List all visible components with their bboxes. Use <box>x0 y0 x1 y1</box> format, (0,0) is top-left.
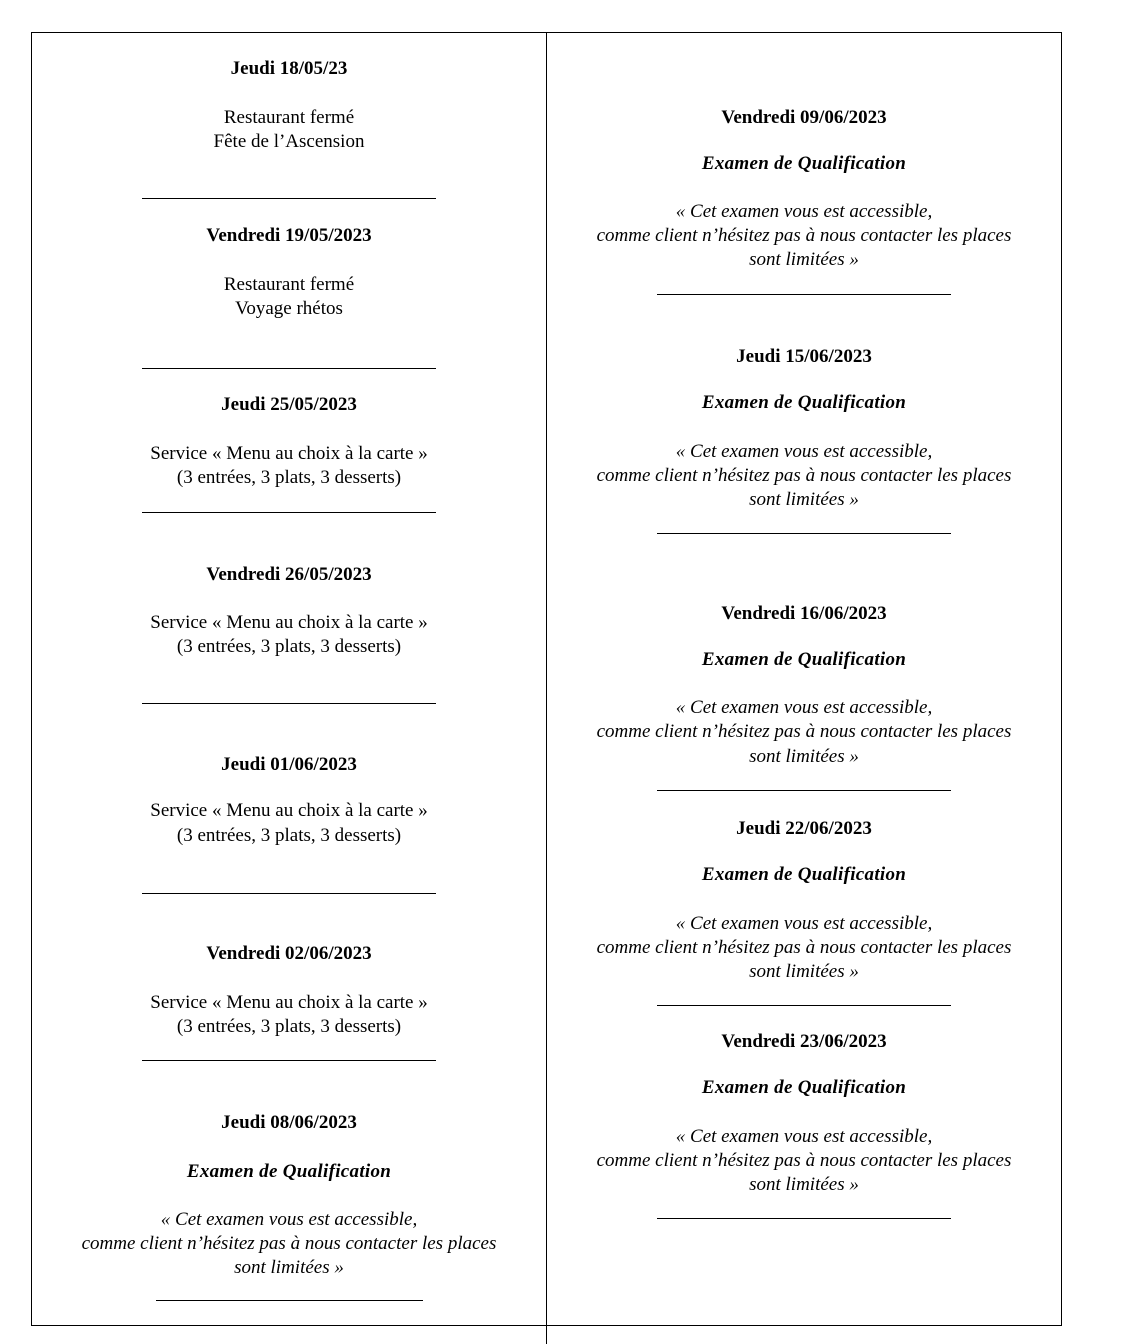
separator-line <box>142 703 436 704</box>
separator-line <box>142 893 436 894</box>
entry-line: (3 entrées, 3 plats, 3 desserts) <box>176 636 402 657</box>
entry-note: sont limitées » <box>234 1257 344 1278</box>
entry-note: « Cet examen vous est accessible, <box>675 697 933 718</box>
separator-line <box>657 1005 951 1006</box>
entry-date: Vendredi 23/06/2023 <box>721 1031 887 1052</box>
entry-note: « Cet examen vous est accessible, <box>675 913 933 934</box>
separator-line <box>657 294 951 295</box>
separator-line <box>657 533 951 534</box>
entry-date: Vendredi 26/05/2023 <box>206 564 372 585</box>
entry-line: Service « Menu au choix à la carte » <box>150 992 428 1013</box>
entry-note: sont limitées » <box>749 489 859 510</box>
entry-date: Jeudi 25/05/2023 <box>221 394 357 415</box>
entry-note: « Cet examen vous est accessible, <box>675 441 933 462</box>
entry-date: Jeudi 15/06/2023 <box>736 346 872 367</box>
entry-note: « Cet examen vous est accessible, <box>675 1126 933 1147</box>
entry-line: (3 entrées, 3 plats, 3 desserts) <box>176 467 402 488</box>
entry-date: Vendredi 19/05/2023 <box>206 225 372 246</box>
entry-note: comme client n’hésitez pas à nous contacter les places <box>596 721 1012 742</box>
entry-line: Fête de l’Ascension <box>213 131 365 152</box>
entry-date: Jeudi 18/05/23 <box>230 58 348 79</box>
entry-date: Jeudi 01/06/2023 <box>221 754 357 775</box>
entry-note: comme client n’hésitez pas à nous contacter les places <box>596 225 1012 246</box>
entry-note: comme client n’hésitez pas à nous contacter les places <box>596 465 1012 486</box>
separator-line <box>142 512 436 513</box>
entry-note: « Cet examen vous est accessible, <box>160 1209 418 1230</box>
entry-note: « Cet examen vous est accessible, <box>675 201 933 222</box>
entry-note: sont limitées » <box>749 961 859 982</box>
entry-title: Examen de Qualification <box>701 392 907 413</box>
entry-title: Examen de Qualification <box>701 1077 907 1098</box>
entry-title: Examen de Qualification <box>701 649 907 670</box>
entry-note: comme client n’hésitez pas à nous contacter les places <box>596 1150 1012 1171</box>
entry-line: Service « Menu au choix à la carte » <box>150 443 428 464</box>
separator-line <box>142 368 436 369</box>
separator-line <box>142 198 436 199</box>
entry-note: sont limitées » <box>749 249 859 270</box>
entry-line: Service « Menu au choix à la carte » <box>150 800 428 821</box>
entry-date: Vendredi 16/06/2023 <box>721 603 887 624</box>
entry-note: comme client n’hésitez pas à nous contacter les places <box>81 1233 497 1254</box>
entry-title: Examen de Qualification <box>701 153 907 174</box>
entry-line: Service « Menu au choix à la carte » <box>150 612 428 633</box>
entry-date: Jeudi 08/06/2023 <box>221 1112 357 1133</box>
entry-line: Restaurant fermé <box>223 107 355 128</box>
entry-line: Voyage rhétos <box>235 298 343 319</box>
separator-line <box>142 1060 436 1061</box>
entry-date: Vendredi 09/06/2023 <box>721 107 887 128</box>
entry-title: Examen de Qualification <box>186 1161 392 1182</box>
entry-line: (3 entrées, 3 plats, 3 desserts) <box>176 1016 402 1037</box>
entry-line: Restaurant fermé <box>223 274 355 295</box>
column-divider <box>546 32 547 1344</box>
entry-date: Vendredi 02/06/2023 <box>206 943 372 964</box>
entry-line: (3 entrées, 3 plats, 3 desserts) <box>176 825 402 846</box>
entry-note: comme client n’hésitez pas à nous contacter les places <box>596 937 1012 958</box>
entry-title: Examen de Qualification <box>701 864 907 885</box>
entry-note: sont limitées » <box>749 1174 859 1195</box>
separator-line <box>657 790 951 791</box>
separator-line <box>657 1218 951 1219</box>
entry-date: Jeudi 22/06/2023 <box>736 818 872 839</box>
separator-line <box>156 1300 423 1301</box>
entry-note: sont limitées » <box>749 746 859 767</box>
